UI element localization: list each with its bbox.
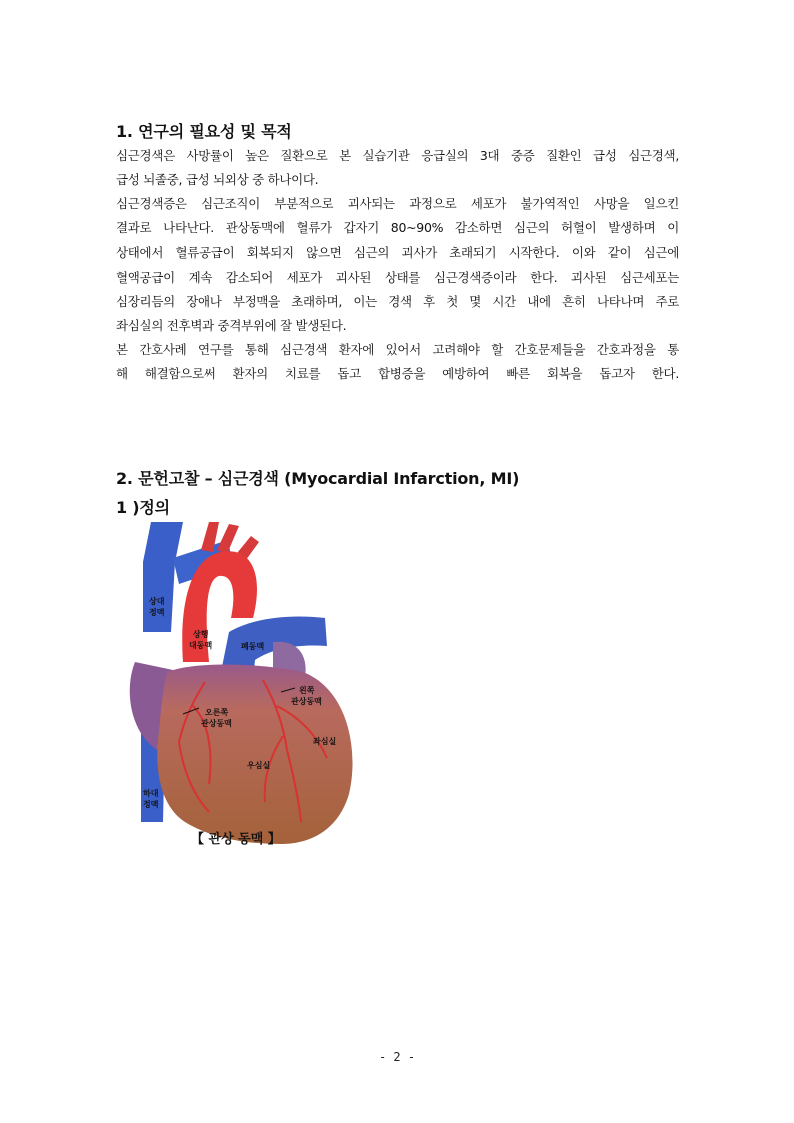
label-ivc-2: 정맥	[143, 800, 159, 809]
label-ivc-1: 하대	[143, 789, 159, 798]
heart-ventricles	[157, 665, 352, 845]
label-right-coronary-1: 오른쪽	[205, 708, 229, 717]
body-line: 급성 뇌졸중, 급성 뇌외상 중 하나이다.	[116, 172, 319, 187]
label-svc-1: 상대	[149, 597, 165, 606]
coronary-artery-figure	[113, 522, 357, 858]
label-right-ventricle: 우심실	[247, 761, 271, 770]
section-2-title: 2. 문헌고찰 – 심근경색 (Myocardial Infarction, MI)	[116, 469, 520, 488]
heart-illustration	[113, 522, 357, 858]
label-left-coronary-2: 관상동맥	[291, 697, 322, 706]
section-2-subtitle: 1 )정의	[116, 498, 170, 517]
label-pulmonary-artery: 폐동맥	[241, 642, 265, 651]
body-line: 심장리듬의 장애나 부정맥을 초래하며, 이는 경색 후 첫 몇 시간 내에 흔히 나타나며 주로	[116, 294, 679, 309]
body-line: 심근경색은 사망률이 높은 질환으로 본 실습기관 응급실의 3대 중증 질환인 급성 심근경색,	[116, 148, 679, 163]
label-left-coronary-1: 왼쪽	[299, 686, 315, 695]
body-line: 해 해결함으로써 환자의 치료를 돕고 합병증을 예방하여 빠른 회복을 돕고자 한다.	[116, 366, 679, 381]
page-number: - 2 -	[378, 1050, 416, 1064]
label-svc-2: 정맥	[149, 608, 165, 617]
body-line: 좌심실의 전후벽과 중격부위에 잘 발생된다.	[116, 318, 347, 333]
label-aorta-2: 대동맥	[189, 641, 213, 650]
label-aorta-1: 상행	[193, 630, 209, 639]
label-left-ventricle: 좌심실	[313, 737, 337, 746]
section-1-title: 1. 연구의 필요성 및 목적	[116, 122, 292, 141]
body-line: 본 간호사례 연구를 통해 심근경색 환자에 있어서 고려해야 할 간호문제들을 간호과정을 통	[116, 342, 679, 357]
label-right-coronary-2: 관상동맥	[201, 719, 232, 728]
body-line: 혈액공급이 계속 감소되어 세포가 괴사된 상태를 심근경색증이라 한다. 괴사된 심근세포는	[116, 270, 679, 285]
figure-caption: 【 관상 동맥 】	[191, 832, 281, 847]
body-line: 상태에서 혈류공급이 회복되지 않으면 심근의 괴사가 초래되기 시작한다. 이와 같이 심근에	[116, 245, 679, 260]
body-line: 결과로 나타난다. 관상동맥에 혈류가 갑자기 80~90% 감소하면 심근의 허혈이 발생하며 이	[116, 220, 679, 235]
body-line: 심근경색증은 심근조직이 부분적으로 괴사되는 과정으로 세포가 불가역적인 사망을 일으킨	[116, 196, 679, 211]
